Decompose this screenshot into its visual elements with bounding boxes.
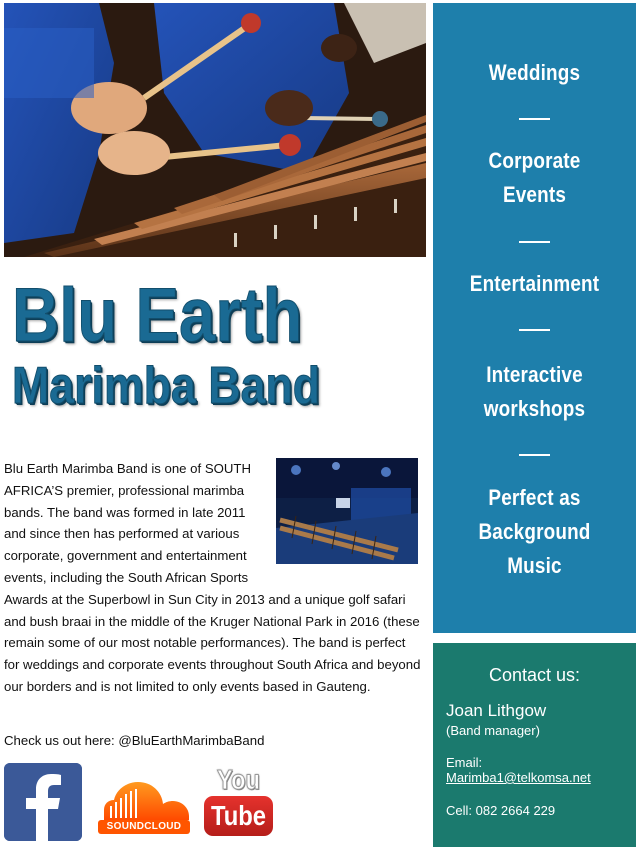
soundcloud-icon[interactable] xyxy=(94,770,194,836)
contact-panel xyxy=(433,643,636,847)
youtube-you-label: You xyxy=(216,764,261,795)
youtube-tube-box xyxy=(204,796,273,836)
performance-photo-illustration xyxy=(276,458,418,564)
service-corporate-events: Corporate Events xyxy=(488,148,581,207)
service-interactive-workshops: Interactive workshops xyxy=(483,362,586,421)
divider-dash xyxy=(519,454,550,456)
contact-role: (Band manager) xyxy=(446,723,540,738)
hero-photo-illustration xyxy=(4,3,426,257)
contact-name: Joan Lithgow xyxy=(446,701,547,720)
divider-dash xyxy=(519,241,550,243)
facebook-logo xyxy=(4,763,82,841)
service-entertainment: Entertainment xyxy=(469,271,600,296)
hero-photo xyxy=(4,3,426,257)
contact-heading: Contact us: xyxy=(488,665,581,685)
service-background-music: Perfect as Background Music xyxy=(478,485,591,578)
cell-number: Cell: 082 2664 229 xyxy=(446,803,556,818)
performance-photo xyxy=(276,458,418,564)
youtube-icon[interactable] xyxy=(202,764,275,838)
band-title-line2: Marimba Band xyxy=(12,357,321,415)
divider-dash xyxy=(519,329,550,331)
email-link[interactable]: Marimba1@telkomsa.net xyxy=(446,770,591,785)
youtube-tube-label: Tube xyxy=(210,800,267,831)
social-handle-text: Check us out here: @BluEarthMarimbaBand xyxy=(4,733,265,748)
soundcloud-label: SOUNDCLOUD xyxy=(106,821,182,832)
service-weddings: Weddings xyxy=(488,60,581,85)
services-panel xyxy=(433,3,636,633)
band-title-line1: Blu Earth xyxy=(12,273,303,358)
email-label: Email: xyxy=(446,755,483,770)
band-description: Blu Earth Marimba Band is one of SOUTH AFRICA’S premier, professional marimba bands. The band was formed in late 2011 and since then has performed at various corporate, government and entertainment events, including the South African Sports Awards at the Superbowl in Sun City in 2013 and a unique golf safari and bush braai in the middle of the Kruger National Park in 2016 (these remain some of our most notable performances). The band is perfect for weddings and corporate events throughout South Africa and beyond our borders and is not limited to only events based in Gauteng. xyxy=(4,458,424,698)
facebook-icon[interactable] xyxy=(4,763,82,841)
divider-dash xyxy=(519,118,550,120)
